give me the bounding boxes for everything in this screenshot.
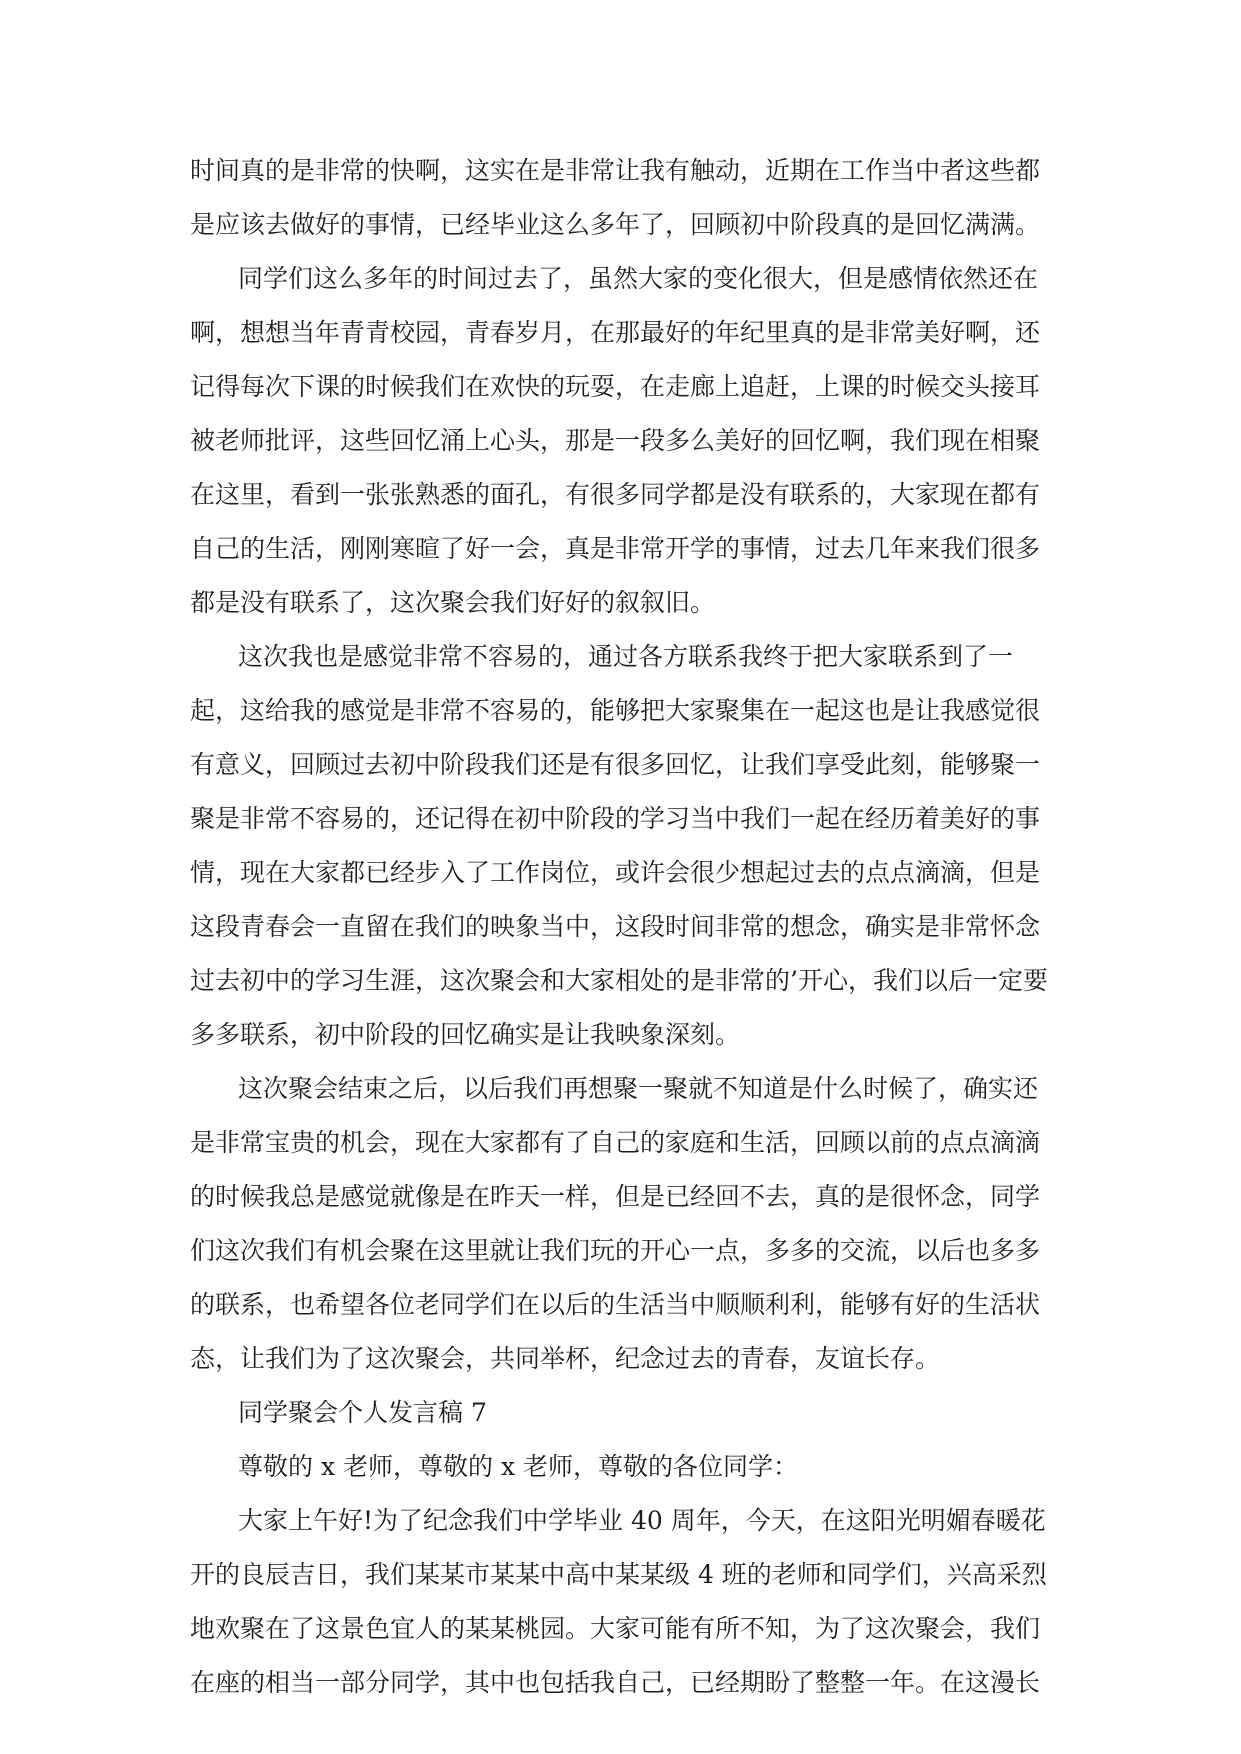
text-line: 在座的相当一部分同学，其中也包括我自己，已经期盼了整整一年。在这漫长	[190, 1668, 1041, 1697]
text-line: 这次我也是感觉非常不容易的，通过各方联系我终于把大家联系到了一	[238, 642, 1014, 671]
text-line: 尊敬的 x 老师，尊敬的 x 老师，尊敬的各位同学：	[238, 1452, 798, 1481]
text-line: 时间真的是非常的快啊，这实在是非常让我有触动，近期在工作当中者这些都	[190, 156, 1041, 185]
text-line: 这段青春会一直留在我们的映象当中，这段时间非常的想念，确实是非常怀念	[190, 912, 1041, 941]
text-line: 们这次我们有机会聚在这里就让我们玩的开心一点，多多的交流，以后也多多	[190, 1236, 1041, 1265]
text-line: 这次聚会结束之后，以后我们再想聚一聚就不知道是什么时候了，确实还	[238, 1074, 1039, 1103]
text-line: 的时候我总是感觉就像是在昨天一样，但是已经回不去，真的是很怀念，同学	[190, 1182, 1041, 1211]
text-line: 是非常宝贵的机会，现在大家都有了自己的家庭和生活，回顾以前的点点滴滴	[190, 1128, 1041, 1157]
text-line: 都是没有联系了，这次聚会我们好好的叙叙旧。	[190, 588, 716, 617]
text-line: 有意义，回顾过去初中阶段我们还是有很多回忆，让我们享受此刻，能够聚一	[190, 750, 1041, 779]
text-line: 啊，想想当年青青校园，青春岁月，在那最好的年纪里真的是非常美好啊，还	[190, 318, 1041, 347]
text-line: 聚是非常不容易的，还记得在初中阶段的学习当中我们一起在经历着美好的事	[190, 804, 1041, 833]
text-line: 的联系，也希望各位老同学们在以后的生活当中顺顺利利，能够有好的生活状	[190, 1290, 1041, 1319]
text-line: 同学聚会个人发言稿 7	[238, 1398, 487, 1427]
text-line: 自己的生活，刚刚寒暄了好一会，真是非常开学的事情，过去几年来我们很多	[190, 534, 1041, 563]
text-line: 是应该去做好的事情，已经毕业这么多年了，回顾初中阶段真的是回忆满满。	[190, 210, 1041, 239]
text-line: 大家上午好!为了纪念我们中学毕业 40 周年，今天，在这阳光明媚春暖花	[238, 1506, 1046, 1535]
text-line: 态，让我们为了这次聚会，共同举杯，纪念过去的青春，友谊长存。	[190, 1344, 941, 1373]
text-line: 同学们这么多年的时间过去了，虽然大家的变化很大，但是感情依然还在	[238, 264, 1039, 293]
text-line: 多多联系，初中阶段的回忆确实是让我映象深刻。	[190, 1020, 741, 1049]
text-line: 开的良辰吉日，我们某某市某某中高中某某级 4 班的老师和同学们，兴高采烈	[190, 1560, 1047, 1589]
text-line: 记得每次下课的时候我们在欢快的玩耍，在走廊上追赶，上课的时候交头接耳	[190, 372, 1041, 401]
text-line: 情，现在大家都已经步入了工作岗位，或许会很少想起过去的点点滴滴，但是	[190, 858, 1041, 887]
text-line: 地欢聚在了这景色宜人的某某桃园。大家可能有所不知，为了这次聚会，我们	[190, 1614, 1041, 1643]
document-body	[190, 144, 1050, 1710]
text-line: 起，这给我的感觉是非常不容易的，能够把大家聚集在一起这也是让我感觉很	[190, 696, 1041, 725]
text-line: 在这里，看到一张张熟悉的面孔，有很多同学都是没有联系的，大家现在都有	[190, 480, 1041, 509]
text-line: 被老师批评，这些回忆涌上心头，那是一段多么美好的回忆啊，我们现在相聚	[190, 426, 1041, 455]
text-line: 过去初中的学习生涯，这次聚会和大家相处的是非常的’开心，我们以后一定要	[190, 966, 1048, 995]
